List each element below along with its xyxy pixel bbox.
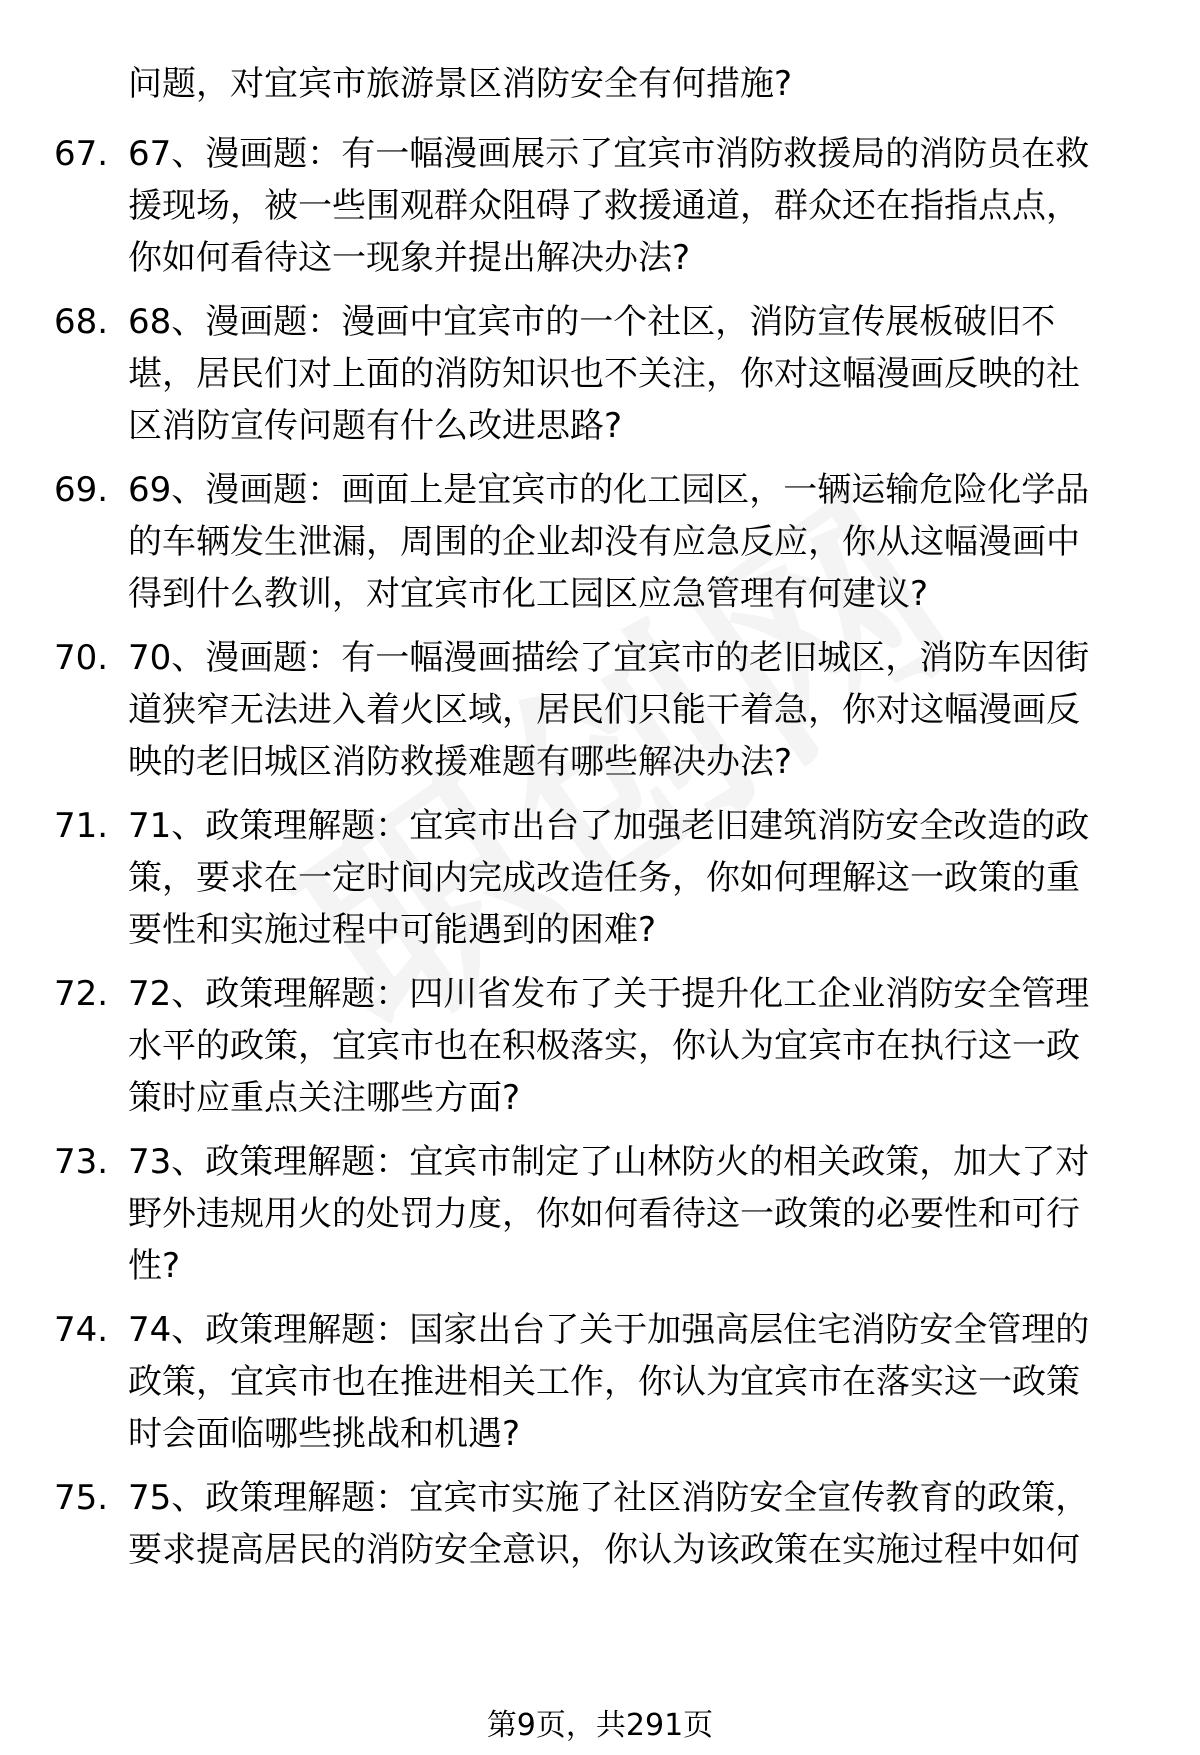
item-text-line: 时会面临哪些挑战和机遇? <box>128 1414 521 1454</box>
item-text <box>128 632 1153 788</box>
item-text-line: 援现场，被一些围观群众阻碍了救援通道，群众还在指指点点， <box>128 186 1080 226</box>
item-text-line: 71、政策理解题：宜宾市出台了加强老旧建筑消防安全改造的政 <box>128 806 1090 846</box>
item-text-line: 75、政策理解题：宜宾市实施了社区消防安全宣传教育的政策， <box>128 1478 1090 1518</box>
item-text-line: 野外违规用火的处罚力度，你如何看待这一政策的必要性和可行 <box>128 1194 1080 1234</box>
item-text-line: 道狭窄无法进入着火区域，居民们只能干着急，你对这幅漫画反 <box>128 690 1080 730</box>
item-text-line: 73、政策理解题：宜宾市制定了山林防火的相关政策，加大了对 <box>128 1142 1090 1182</box>
item-text-line: 70、漫画题：有一幅漫画描绘了宜宾市的老旧城区，消防车因街 <box>128 638 1090 678</box>
item-number: 72. <box>54 974 109 1014</box>
item-text <box>128 1136 1153 1292</box>
item-text <box>128 1472 1153 1576</box>
item-text <box>128 464 1153 620</box>
item-text-line: 要性和实施过程中可能遇到的困难? <box>128 910 657 950</box>
item-text-line: 68、漫画题：漫画中宜宾市的一个社区，消防宣传展板破旧不 <box>128 302 1056 342</box>
item-number: 71. <box>54 806 109 846</box>
item-text-line: 的车辆发生泄漏，周围的企业却没有应急反应，你从这幅漫画中 <box>128 522 1080 562</box>
item-text-line: 你如何看待这一现象并提出解决办法? <box>128 238 691 278</box>
item-number: 74. <box>54 1310 109 1350</box>
item-text-line: 策时应重点关注哪些方面? <box>128 1078 521 1118</box>
item-text <box>128 968 1153 1124</box>
item-number: 69. <box>54 470 109 510</box>
item-number: 68. <box>54 302 109 342</box>
item-number: 75. <box>54 1478 109 1518</box>
item-text-line: 水平的政策，宜宾市也在积极落实，你认为宜宾市在执行这一政 <box>128 1026 1080 1066</box>
item-text-line: 69、漫画题：画面上是宜宾市的化工园区，一辆运输危险化学品 <box>128 470 1090 510</box>
item-number: 73. <box>54 1142 109 1182</box>
continuation-text: 问题，对宜宾市旅游景区消防安全有何措施? <box>128 64 793 104</box>
item-text-line: 性? <box>128 1246 181 1286</box>
item-text <box>128 296 1153 452</box>
item-text-line: 72、政策理解题：四川省发布了关于提升化工企业消防安全管理 <box>128 974 1090 1014</box>
item-text-line: 区消防宣传问题有什么改进思路? <box>128 406 623 446</box>
item-text-line: 67、漫画题：有一幅漫画展示了宜宾市消防救援局的消防员在救 <box>128 134 1090 174</box>
item-text <box>128 1304 1153 1460</box>
item-number: 67. <box>54 134 109 174</box>
page-footer: 第9页，共291页 <box>486 1708 714 1743</box>
item-number: 70. <box>54 638 109 678</box>
item-text <box>128 800 1153 956</box>
item-text-line: 堪，居民们对上面的消防知识也不关注，你对这幅漫画反映的社 <box>128 354 1080 394</box>
item-text-line: 要求提高居民的消防安全意识，你认为该政策在实施过程中如何 <box>128 1530 1080 1570</box>
item-text <box>128 128 1153 284</box>
item-text-line: 策，要求在一定时间内完成改造任务，你如何理解这一政策的重 <box>128 858 1080 898</box>
item-text-line: 映的老旧城区消防救援难题有哪些解决办法? <box>128 742 793 782</box>
item-text-line: 得到什么教训，对宜宾市化工园区应急管理有何建议? <box>128 574 929 614</box>
item-text-line: 政策，宜宾市也在推进相关工作，你认为宜宾市在落实这一政策 <box>128 1362 1080 1402</box>
item-text-line: 74、政策理解题：国家出台了关于加强高层住宅消防安全管理的 <box>128 1310 1090 1350</box>
